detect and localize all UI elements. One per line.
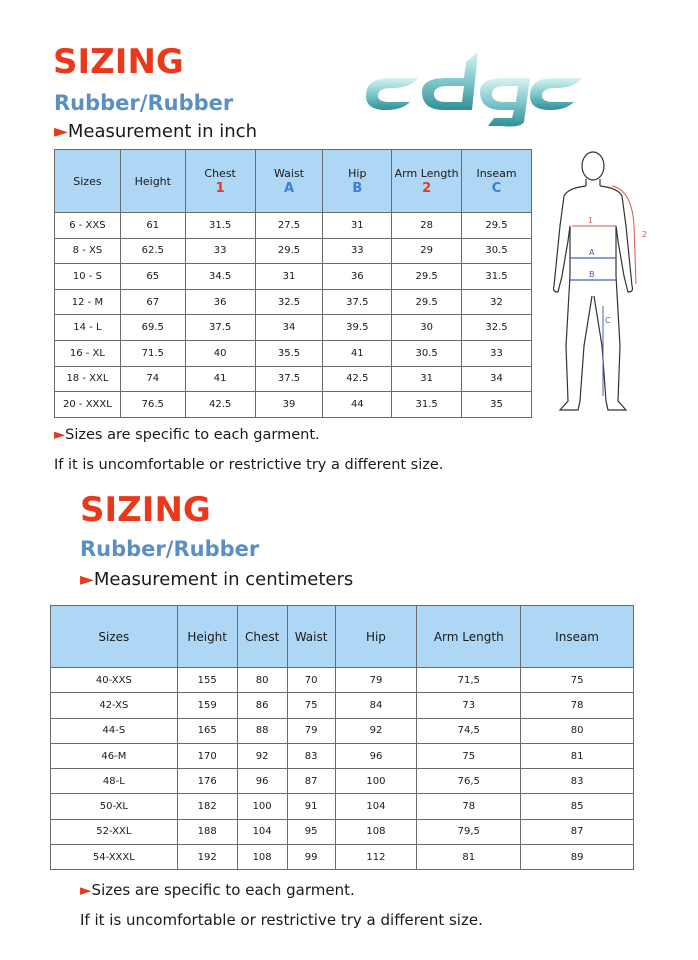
table-cell: 37.5 [185, 315, 255, 341]
table-row [51, 718, 634, 743]
cm-note-2: If it is uncomfortable or restrictive try a different size. [80, 911, 483, 929]
table-cell: 34 [255, 315, 323, 341]
table-row [55, 315, 532, 341]
table-cell: 86 [237, 693, 287, 718]
table-row [51, 693, 634, 718]
hip-marker-label: B [589, 270, 595, 279]
table-cell: 104 [335, 794, 417, 819]
table-cell: 108 [237, 845, 287, 870]
column-header: Height [177, 606, 237, 668]
table-cell: 31 [255, 264, 323, 290]
table-cell: 67 [120, 289, 185, 315]
table-cell: 30.5 [462, 238, 532, 264]
table-cell: 73 [417, 693, 521, 718]
table-cell: 182 [177, 794, 237, 819]
table-cell: 62.5 [120, 238, 185, 264]
table-row [51, 794, 634, 819]
table-cell: 69.5 [120, 315, 185, 341]
cm-note-1-row [80, 881, 355, 899]
column-header: Waist [287, 606, 335, 668]
table-cell: 42-XS [51, 693, 178, 718]
table-cell: 87 [287, 769, 335, 794]
table-cell: 8 - XS [55, 238, 121, 264]
inseam-marker-label: C [605, 316, 611, 325]
cm-size-table [50, 605, 634, 870]
table-cell: 70 [287, 668, 335, 693]
table-cell: 78 [521, 693, 634, 718]
table-row [51, 743, 634, 768]
table-cell: 31.5 [462, 264, 532, 290]
table-cell: 37.5 [255, 366, 323, 392]
inch-section-title: SIZING [53, 42, 184, 82]
table-cell: 170 [177, 743, 237, 768]
arrow-right-icon: ► [80, 569, 94, 590]
table-cell: 36 [323, 264, 392, 290]
cm-section-title: SIZING [80, 490, 211, 530]
table-cell: 31 [323, 213, 392, 239]
waist-marker-label: A [589, 248, 595, 257]
table-cell: 29.5 [392, 264, 462, 290]
table-cell: 29.5 [255, 238, 323, 264]
table-cell: 34 [462, 366, 532, 392]
table-row [55, 238, 532, 264]
table-row [55, 392, 532, 418]
table-cell: 89 [521, 845, 634, 870]
table-cell: 40 [185, 340, 255, 366]
column-header: Waist A [255, 150, 323, 213]
table-cell: 32.5 [255, 289, 323, 315]
table-cell: 29.5 [462, 213, 532, 239]
cm-section-subtitle: Rubber/Rubber [80, 537, 260, 561]
table-cell: 91 [287, 794, 335, 819]
table-cell: 20 - XXXL [55, 392, 121, 418]
table-cell: 33 [323, 238, 392, 264]
table-cell: 27.5 [255, 213, 323, 239]
column-header: Inseam [521, 606, 634, 668]
column-header: Arm Length 2 [392, 150, 462, 213]
table-cell: 155 [177, 668, 237, 693]
table-cell: 92 [335, 718, 417, 743]
table-cell: 10 - S [55, 264, 121, 290]
cm-unit-heading-row [80, 569, 353, 590]
table-cell: 44-S [51, 718, 178, 743]
table-row [51, 769, 634, 794]
column-header: Hip B [323, 150, 392, 213]
table-cell: 40-XXS [51, 668, 178, 693]
table-cell: 65 [120, 264, 185, 290]
table-cell: 50-XL [51, 794, 178, 819]
table-cell: 29.5 [392, 289, 462, 315]
inch-unit-heading-row [54, 121, 257, 142]
table-cell: 75 [287, 693, 335, 718]
table-cell: 76.5 [120, 392, 185, 418]
cm-unit-heading: Measurement in centimeters [93, 569, 354, 590]
table-row [55, 264, 532, 290]
inch-note-2: If it is uncomfortable or restrictive try a different size. [54, 457, 444, 473]
inch-size-table [54, 149, 532, 418]
column-header: Chest 1 [185, 150, 255, 213]
table-cell: 12 - M [55, 289, 121, 315]
table-cell: 28 [392, 213, 462, 239]
table-cell: 41 [323, 340, 392, 366]
table-cell: 83 [521, 769, 634, 794]
table-cell: 35 [462, 392, 532, 418]
table-cell: 16 - XL [55, 340, 121, 366]
table-row [55, 366, 532, 392]
table-cell: 30.5 [392, 340, 462, 366]
table-cell: 32.5 [462, 315, 532, 341]
table-cell: 71.5 [120, 340, 185, 366]
table-cell: 44 [323, 392, 392, 418]
column-header: Hip [335, 606, 417, 668]
body-outline-graphic [546, 146, 656, 426]
inch-section-subtitle: Rubber/Rubber [54, 91, 234, 115]
table-cell: 75 [521, 668, 634, 693]
table-cell: 165 [177, 718, 237, 743]
table-cell: 39.5 [323, 315, 392, 341]
table-cell: 31.5 [185, 213, 255, 239]
table-cell: 96 [335, 743, 417, 768]
inch-note-1: Sizes are specific to each garment. [65, 427, 320, 443]
table-cell: 46-M [51, 743, 178, 768]
arrow-right-icon: ► [54, 427, 66, 443]
table-cell: 80 [521, 718, 634, 743]
table-cell: 88 [237, 718, 287, 743]
table-cell: 41 [185, 366, 255, 392]
table-cell: 104 [237, 819, 287, 844]
table-cell: 30 [392, 315, 462, 341]
column-header: Sizes [55, 150, 121, 213]
table-cell: 99 [287, 845, 335, 870]
table-cell: 79,5 [417, 819, 521, 844]
table-cell: 75 [417, 743, 521, 768]
column-header: Sizes [51, 606, 178, 668]
table-cell: 34.5 [185, 264, 255, 290]
table-cell: 37.5 [323, 289, 392, 315]
table-row [55, 289, 532, 315]
table-cell: 108 [335, 819, 417, 844]
table-cell: 18 - XXL [55, 366, 121, 392]
table-cell: 33 [462, 340, 532, 366]
table-cell: 61 [120, 213, 185, 239]
table-cell: 81 [417, 845, 521, 870]
column-header: Arm Length [417, 606, 521, 668]
table-cell: 95 [287, 819, 335, 844]
table-cell: 92 [237, 743, 287, 768]
table-cell: 176 [177, 769, 237, 794]
table-cell: 42.5 [323, 366, 392, 392]
arrow-right-icon: ► [80, 881, 92, 899]
column-header: Inseam C [462, 150, 532, 213]
table-cell: 32 [462, 289, 532, 315]
table-cell: 33 [185, 238, 255, 264]
table-cell: 159 [177, 693, 237, 718]
arm-marker-label: 2 [642, 230, 648, 239]
table-cell: 48-L [51, 769, 178, 794]
table-header-row [55, 150, 532, 213]
table-cell: 112 [335, 845, 417, 870]
column-header: Chest [237, 606, 287, 668]
table-cell: 39 [255, 392, 323, 418]
edge-logo-graphic [362, 48, 584, 128]
table-cell: 96 [237, 769, 287, 794]
table-cell: 29 [392, 238, 462, 264]
table-cell: 71,5 [417, 668, 521, 693]
edge-logo [362, 48, 584, 128]
chest-marker-label: 1 [588, 216, 594, 225]
table-row [51, 845, 634, 870]
table-cell: 35.5 [255, 340, 323, 366]
table-cell: 83 [287, 743, 335, 768]
table-cell: 54-XXXL [51, 845, 178, 870]
table-cell: 81 [521, 743, 634, 768]
table-cell: 79 [335, 668, 417, 693]
table-cell: 79 [287, 718, 335, 743]
table-cell: 6 - XXS [55, 213, 121, 239]
table-cell: 52-XXL [51, 819, 178, 844]
table-cell: 192 [177, 845, 237, 870]
table-cell: 14 - L [55, 315, 121, 341]
table-cell: 80 [237, 668, 287, 693]
table-cell: 78 [417, 794, 521, 819]
inch-note-1-row [54, 427, 320, 443]
arrow-right-icon: ► [54, 121, 68, 142]
table-cell: 36 [185, 289, 255, 315]
cm-note-1: Sizes are specific to each garment. [91, 881, 355, 899]
table-cell: 100 [237, 794, 287, 819]
body-measurement-figure [546, 146, 656, 426]
table-row [55, 340, 532, 366]
table-cell: 87 [521, 819, 634, 844]
table-cell: 85 [521, 794, 634, 819]
table-cell: 188 [177, 819, 237, 844]
table-header-row [51, 606, 634, 668]
table-row [55, 213, 532, 239]
table-cell: 31 [392, 366, 462, 392]
table-row [51, 668, 634, 693]
table-row [51, 819, 634, 844]
table-cell: 42.5 [185, 392, 255, 418]
table-cell: 76,5 [417, 769, 521, 794]
table-cell: 74 [120, 366, 185, 392]
table-cell: 84 [335, 693, 417, 718]
table-cell: 74,5 [417, 718, 521, 743]
table-cell: 100 [335, 769, 417, 794]
inch-unit-heading: Measurement in inch [67, 121, 257, 142]
column-header: Height [120, 150, 185, 213]
table-cell: 31.5 [392, 392, 462, 418]
